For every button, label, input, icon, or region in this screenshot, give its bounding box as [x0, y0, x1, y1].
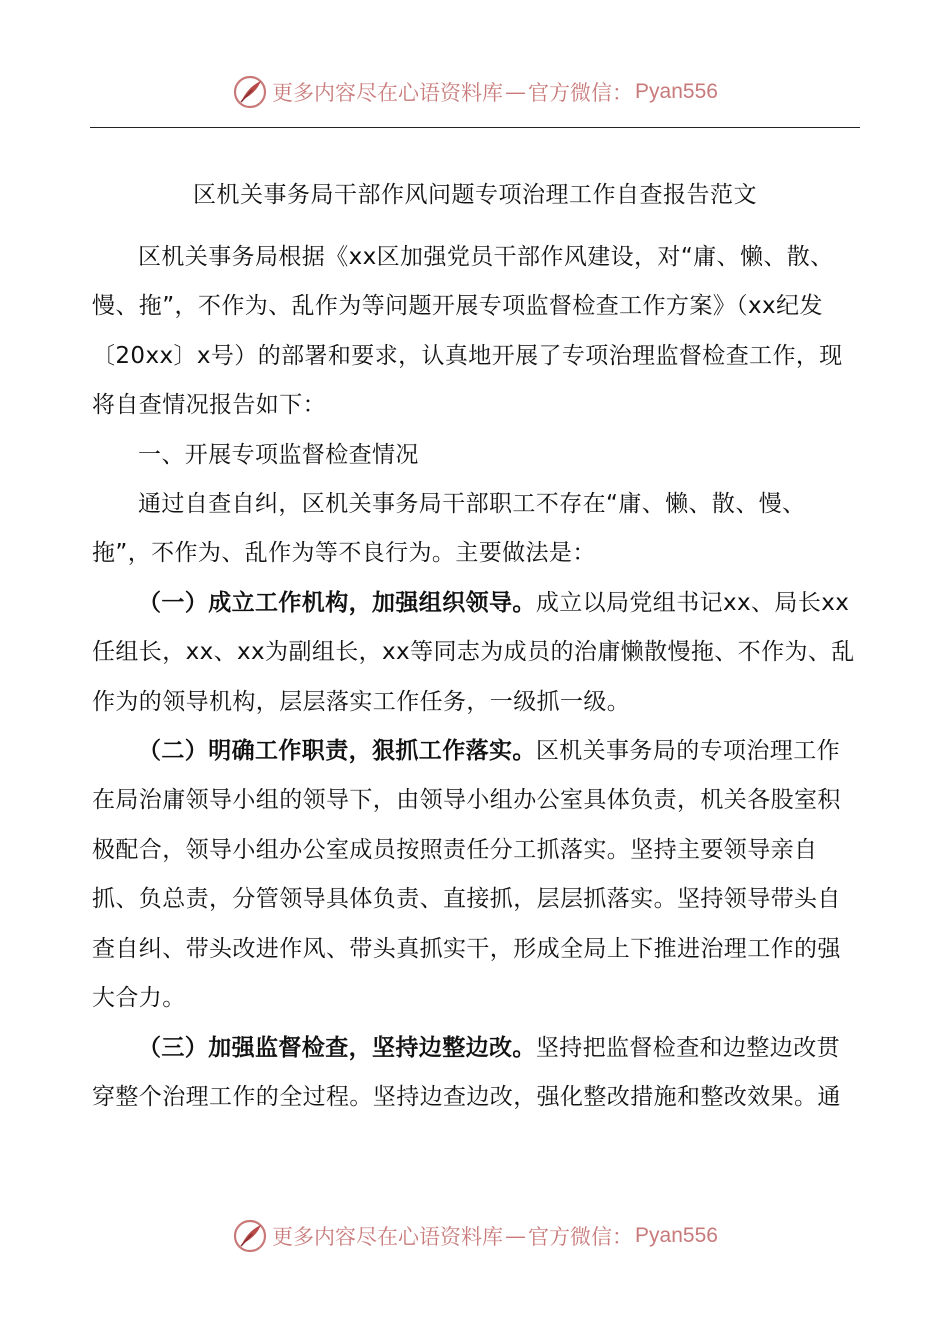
section-heading: 一、开展专项监督检查情况 [138, 441, 419, 468]
watermark-footer [0, 1214, 950, 1258]
intro-paragraph: 区机关事务局根据《xx区加强党员干部作风建设，对“庸、懒、散、慢、拖”，不作为、乱作为等问题开展专项监督检查工作方案》（xx纪发〔20xx〕x号）的部署和要求，认真地开展了专项治理监督检查工作，现将自查情况报告如下： [92, 244, 843, 419]
item-body-3: 坚持把监督检查和边整边改贯穿整个治理工作的全过程。坚持边查边改，强化整改措施和整改效果。通 [92, 1034, 841, 1110]
item-paragraph-3 [92, 1024, 862, 1123]
item-body-1: 成立以局党组书记xx、局长xx任组长，xx、xx为副组长，xx等同志为成员的治庸懒散慢拖、不作为、乱作为的领导机构，层层落实工作任务，一级抓一级。 [92, 589, 855, 715]
item-heading-1: （一）成立工作机构，加强组织领导。 [138, 589, 536, 616]
header-divider [90, 127, 860, 128]
item-heading-2: （二）明确工作职责，狠抓工作落实。 [138, 738, 536, 765]
watermark-contact-id: Pyan556 [635, 80, 718, 103]
item-heading-3: （三）加强监督检查，坚持边整边改。 [138, 1034, 536, 1061]
document-body [92, 233, 862, 1122]
section-summary-paragraph: 通过自查自纠，区机关事务局干部职工不存在“庸、懒、散、慢、拖”，不作为、乱作为等不良行为。主要做法是： [92, 491, 806, 567]
watermark-contact-label: 官方微信： [528, 1225, 634, 1249]
watermark-contact-id: Pyan556 [635, 1224, 718, 1247]
watermark-site-text: 更多内容尽在心语资料库 [272, 81, 504, 105]
item-paragraph-1 [92, 579, 862, 727]
watermark-header [0, 70, 950, 114]
feather-pen-logo-icon [232, 1218, 268, 1254]
watermark-contact-label: 官方微信： [528, 81, 634, 105]
item-paragraph-2 [92, 727, 862, 1023]
watermark-separator: — [505, 1224, 527, 1248]
feather-pen-logo-icon [232, 74, 268, 110]
item-body-2: 区机关事务局的专项治理工作在局治庸领导小组的领导下，由领导小组办公室具体负责，机关各股室积极配合，领导小组办公室成员按照责任分工抓落实。坚持主要领导亲自抓、负总责，分管领导具体负责、直接抓，层层抓落实。坚持领导带头自查自纠、带头改进作风、带头真抓实干，形成全局上下推进治理工作的强大合力。 [92, 738, 841, 1012]
document-title: 区机关事务局干部作风问题专项治理工作自查报告范文 [193, 182, 757, 208]
watermark-separator: — [505, 80, 527, 104]
watermark-site-text: 更多内容尽在心语资料库 [272, 1225, 504, 1249]
